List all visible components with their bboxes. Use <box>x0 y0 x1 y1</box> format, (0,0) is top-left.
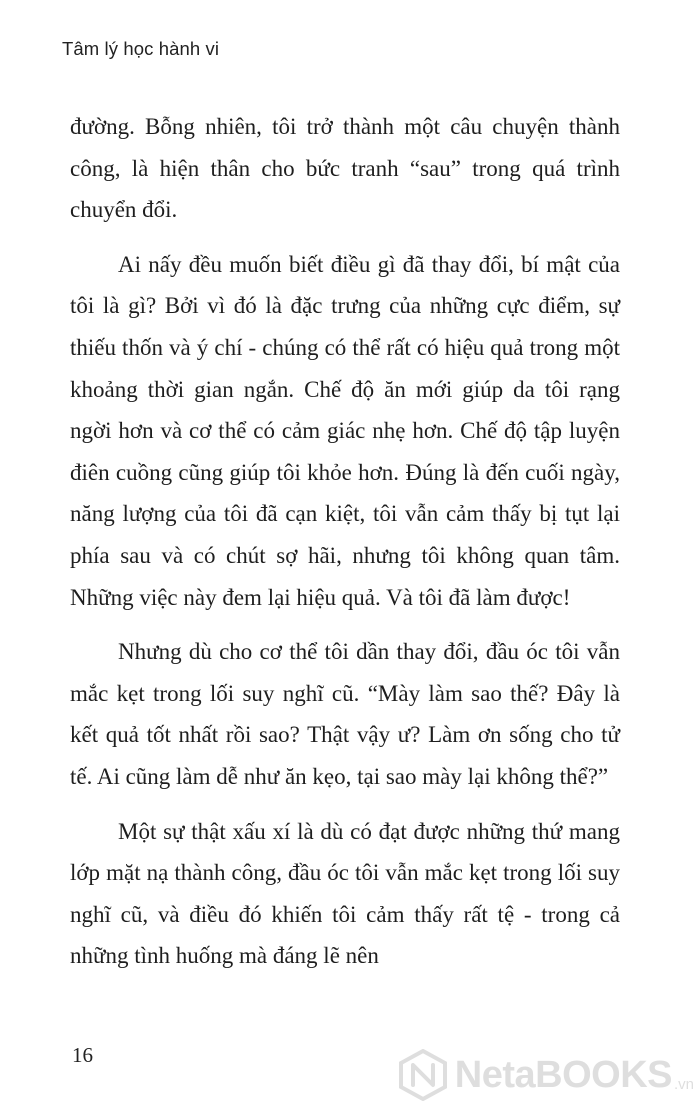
paragraph-1: đường. Bỗng nhiên, tôi trở thành một câu chuyện thành công, là hiện thân cho bức tranh “sau” trong quá trình chuyển đổi. <box>70 114 620 223</box>
watermark-tld: .vn <box>673 1076 694 1093</box>
paragraph-4: Một sự thật xấu xí là dù có đạt được những thứ mang lớp mặt nạ thành công, đầu óc tôi vẫn mắc kẹt trong lối suy nghĩ cũ, và điều đó khiến tôi cảm thấy rất tệ - trong cả những tình huống mà đáng lẽ nên <box>70 818 620 969</box>
body-text <box>70 106 620 990</box>
n-logo-icon <box>397 1049 449 1101</box>
watermark <box>397 1049 694 1101</box>
running-header: Tâm lý học hành vi <box>62 38 220 59</box>
page-number: 16 <box>72 1043 93 1067</box>
paragraph-3: Nhưng dù cho cơ thể tôi dần thay đổi, đầu óc tôi vẫn mắc kẹt trong lối suy nghĩ cũ. “Mày làm sao thế? Đây là kết quả tốt nhất rồi sao? Thật vậy ư? Làm ơn sống cho tử tế. Ai cũng làm dễ như ăn kẹo, tại sao mày lại không thể?” <box>70 639 620 789</box>
paragraph-2: Ai nấy đều muốn biết điều gì đã thay đổi, bí mật của tôi là gì? Bởi vì đó là đặc trưng của những cực điểm, sự thiếu thốn và ý chí - chúng có thể rất có hiệu quả trong một khoảng thời gian ngắn. Chế độ ăn mới giúp da tôi rạng ngời hơn và cơ thể có cảm giác nhẹ hơn. Chế độ tập luyện điên cuồng cũng giúp tôi khỏe hơn. Đúng là đến cuối ngày, năng lượng của tôi đã cạn kiệt, tôi vẫn cảm thấy bị tụt lại phía sau và có chút sợ hãi, nhưng tôi không quan tâm. Những việc này đem lại hiệu quả. Và tôi đã làm được! <box>70 251 620 610</box>
watermark-brand: NetaBOOKS <box>454 1053 672 1096</box>
